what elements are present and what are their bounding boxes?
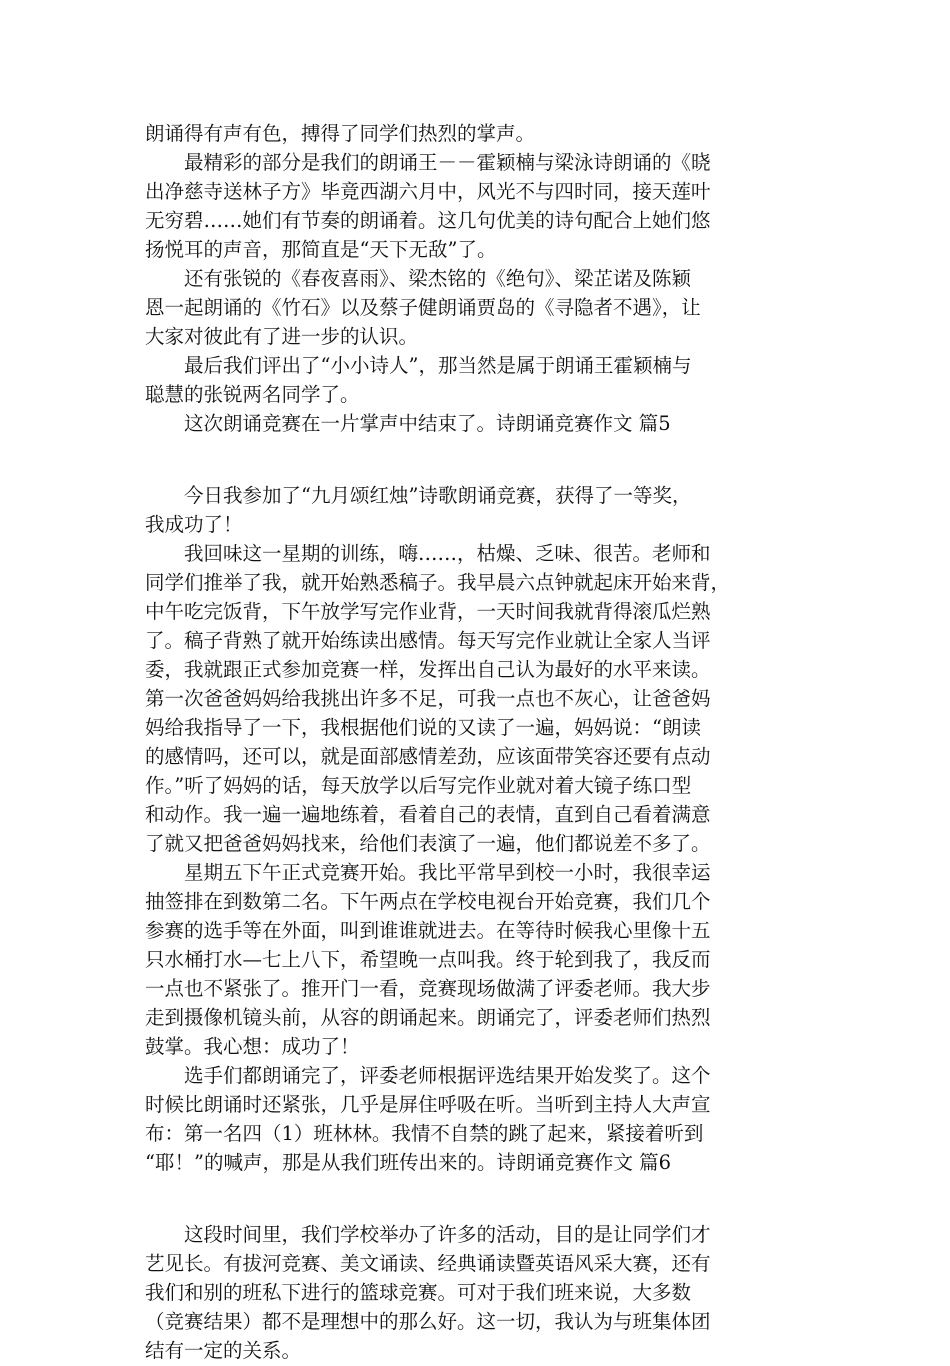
text-line: 抽签排在到数第二名。下午两点在学校电视台开始竞赛，我们几个 xyxy=(145,890,711,913)
text-line: 第一次爸爸妈妈给我挑出许多不足，可我一点也不灰心，让爸爸妈 xyxy=(145,687,711,710)
text-line: 和动作。我一遍一遍地练着，看着自己的表情，直到自己看着满意 xyxy=(145,803,711,826)
text-line: 无穷碧……她们有节奏的朗诵着。这几句优美的诗句配合上她们悠 xyxy=(145,209,711,232)
text-line: 出净慈寺送林子方》毕竟西湖六月中，风光不与四时同，接天莲叶 xyxy=(145,180,711,203)
text-line: 只水桶打水—七上八下，希望晚一点叫我。终于轮到我了，我反而 xyxy=(145,948,711,971)
text-line: 一点也不紧张了。推开门一看，竞赛现场做满了评委老师。我大步 xyxy=(145,977,711,1000)
text-line: 聪慧的张锐两名同学了。 xyxy=(145,383,360,406)
text-line: 恩一起朗诵的《竹石》以及蔡子健朗诵贾岛的《寻隐者不遇》，让 xyxy=(145,296,701,319)
text-line: 了。稿子背熟了就开始练读出感情。每天写完作业就让全家人当评 xyxy=(145,629,711,652)
text-line: 我回味这一星期的训练，嗨……，枯燥、乏味、很苦。老师和 xyxy=(145,542,711,565)
text-line: 我们和别的班私下进行的篮球竞赛。可对于我们班来说，大多数 xyxy=(145,1281,692,1304)
text-line: 朗诵得有声有色，搏得了同学们热烈的掌声。 xyxy=(145,122,536,145)
text-line: 结有一定的关系。 xyxy=(145,1339,302,1362)
text-line: 妈给我指导了一下，我根据他们说的又读了一遍，妈妈说：“朗读 xyxy=(145,716,701,739)
text-line: 选手们都朗诵完了，评委老师根据评选结果开始发奖了。这个 xyxy=(145,1064,711,1087)
text-line: 了就又把爸爸妈妈找来，给他们表演了一遍，他们都说差不多了。 xyxy=(145,832,711,855)
text-line: 作。”听了妈妈的话，每天放学以后写完作业就对着大镜子练口型 xyxy=(145,774,692,797)
text-line: 布：第一名四（1）班林林。我情不自禁的跳了起来，紧接着听到 xyxy=(145,1122,704,1145)
text-line: 最精彩的部分是我们的朗诵王－－霍颖楠与梁泳诗朗诵的《晓 xyxy=(145,151,711,174)
text-line: 最后我们评出了“小小诗人”，那当然是属于朗诵王霍颖楠与 xyxy=(145,354,692,377)
text-line: 鼓掌。我心想：成功了！ xyxy=(145,1035,360,1058)
text-line: 同学们推举了我，就开始熟悉稿子。我早晨六点钟就起床开始来背， xyxy=(145,571,731,594)
section-heading: “耶！”的喊声，那是从我们班传出来的。诗朗诵竞赛作文 篇6 xyxy=(145,1151,672,1174)
text-line: 艺见长。有拔河竞赛、美文诵读、经典诵读暨英语风采大赛，还有 xyxy=(145,1252,711,1275)
text-line: 星期五下午正式竞赛开始。我比平常早到校一小时，我很幸运 xyxy=(145,861,711,884)
text-line: 我成功了！ xyxy=(145,513,243,536)
text-line: 委，我就跟正式参加竞赛一样，发挥出自己认为最好的水平来读。 xyxy=(145,658,711,681)
text-line: 扬悦耳的声音，那简直是“天下无敌”了。 xyxy=(145,238,497,261)
text-line: 大家对彼此有了进一步的认识。 xyxy=(145,325,419,348)
text-line: 还有张锐的《春夜喜雨》、梁杰铭的《绝句》、梁芷诺及陈颖 xyxy=(145,267,692,290)
text-line: 这段时间里，我们学校举办了许多的活动，目的是让同学们才 xyxy=(145,1223,711,1246)
text-line: 时候比朗诵时还紧张，几乎是屏住呼吸在听。当听到主持人大声宣 xyxy=(145,1093,711,1116)
text-line: 的感情吗，还可以，就是面部感情差劲，应该面带笑容还要有点动 xyxy=(145,745,711,768)
text-line: 参赛的选手等在外面，叫到谁谁就进去。在等待时候我心里像十五 xyxy=(145,919,711,942)
section-heading: 这次朗诵竞赛在一片掌声中结束了。诗朗诵竞赛作文 篇5 xyxy=(145,412,671,435)
text-line: 中午吃完饭背，下午放学写完作业背，一天时间我就背得滚瓜烂熟 xyxy=(145,600,711,623)
text-line: 今日我参加了“九月颂红烛”诗歌朗诵竞赛，获得了一等奖， xyxy=(145,484,692,507)
text-line: 走到摄像机镜头前，从容的朗诵起来。朗诵完了，评委老师们热烈 xyxy=(145,1006,711,1029)
text-line: （竞赛结果）都不是理想中的那么好。这一切，我认为与班集体团 xyxy=(145,1310,711,1333)
